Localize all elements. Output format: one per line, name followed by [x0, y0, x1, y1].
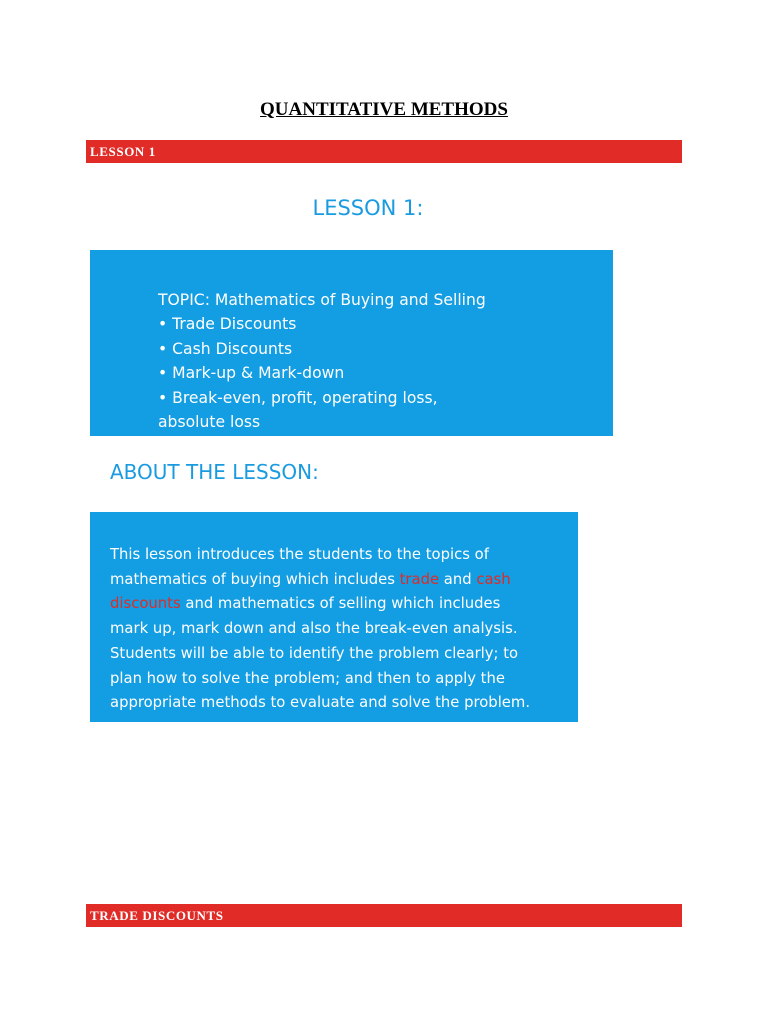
about-text: and mathematics of selling which includes	[180, 595, 501, 613]
topic-bullet-break-even-cont: absolute loss	[158, 413, 261, 432]
section-bar-trade-discounts: TRADE DISCOUNTS	[86, 904, 682, 927]
about-line-1: This lesson introduces the students to the topics of	[110, 546, 489, 563]
about-line-6: plan how to solve the problem; and then to apply the	[110, 669, 505, 687]
highlight-trade: trade	[399, 570, 440, 588]
topic-line: TOPIC: Mathematics of Buying and Selling	[158, 291, 486, 309]
topic-slide-box	[90, 250, 613, 436]
about-text: and	[439, 570, 477, 588]
topic-bullet-trade-discounts: • Trade Discounts	[158, 315, 297, 334]
page-title: QUANTITATIVE METHODS	[260, 99, 508, 120]
lesson-heading: LESSON 1:	[312, 196, 424, 220]
topic-bullet-markup-markdown: • Mark-up & Mark-down	[158, 364, 345, 383]
about-line-2	[110, 568, 568, 593]
section-bar-lesson-1: LESSON 1	[86, 140, 682, 163]
about-line-3	[110, 592, 568, 617]
topic-bullet-break-even: • Break-even, profit, operating loss,	[158, 388, 438, 407]
topic-bullet-cash-discounts: • Cash Discounts	[158, 339, 293, 358]
about-lesson-heading: ABOUT THE LESSON:	[110, 460, 319, 484]
about-lesson-box	[90, 512, 578, 722]
highlight-discounts: discounts	[110, 595, 181, 613]
about-text: mathematics of buying which includes	[110, 570, 400, 588]
about-line-7: appropriate methods to evaluate and solve the problem.	[110, 694, 531, 712]
about-line-5: Students will be able to identify the problem clearly; to	[110, 644, 519, 662]
highlight-cash: cash	[476, 570, 511, 588]
about-line-4: mark up, mark down and also the break-even analysis.	[110, 620, 518, 638]
